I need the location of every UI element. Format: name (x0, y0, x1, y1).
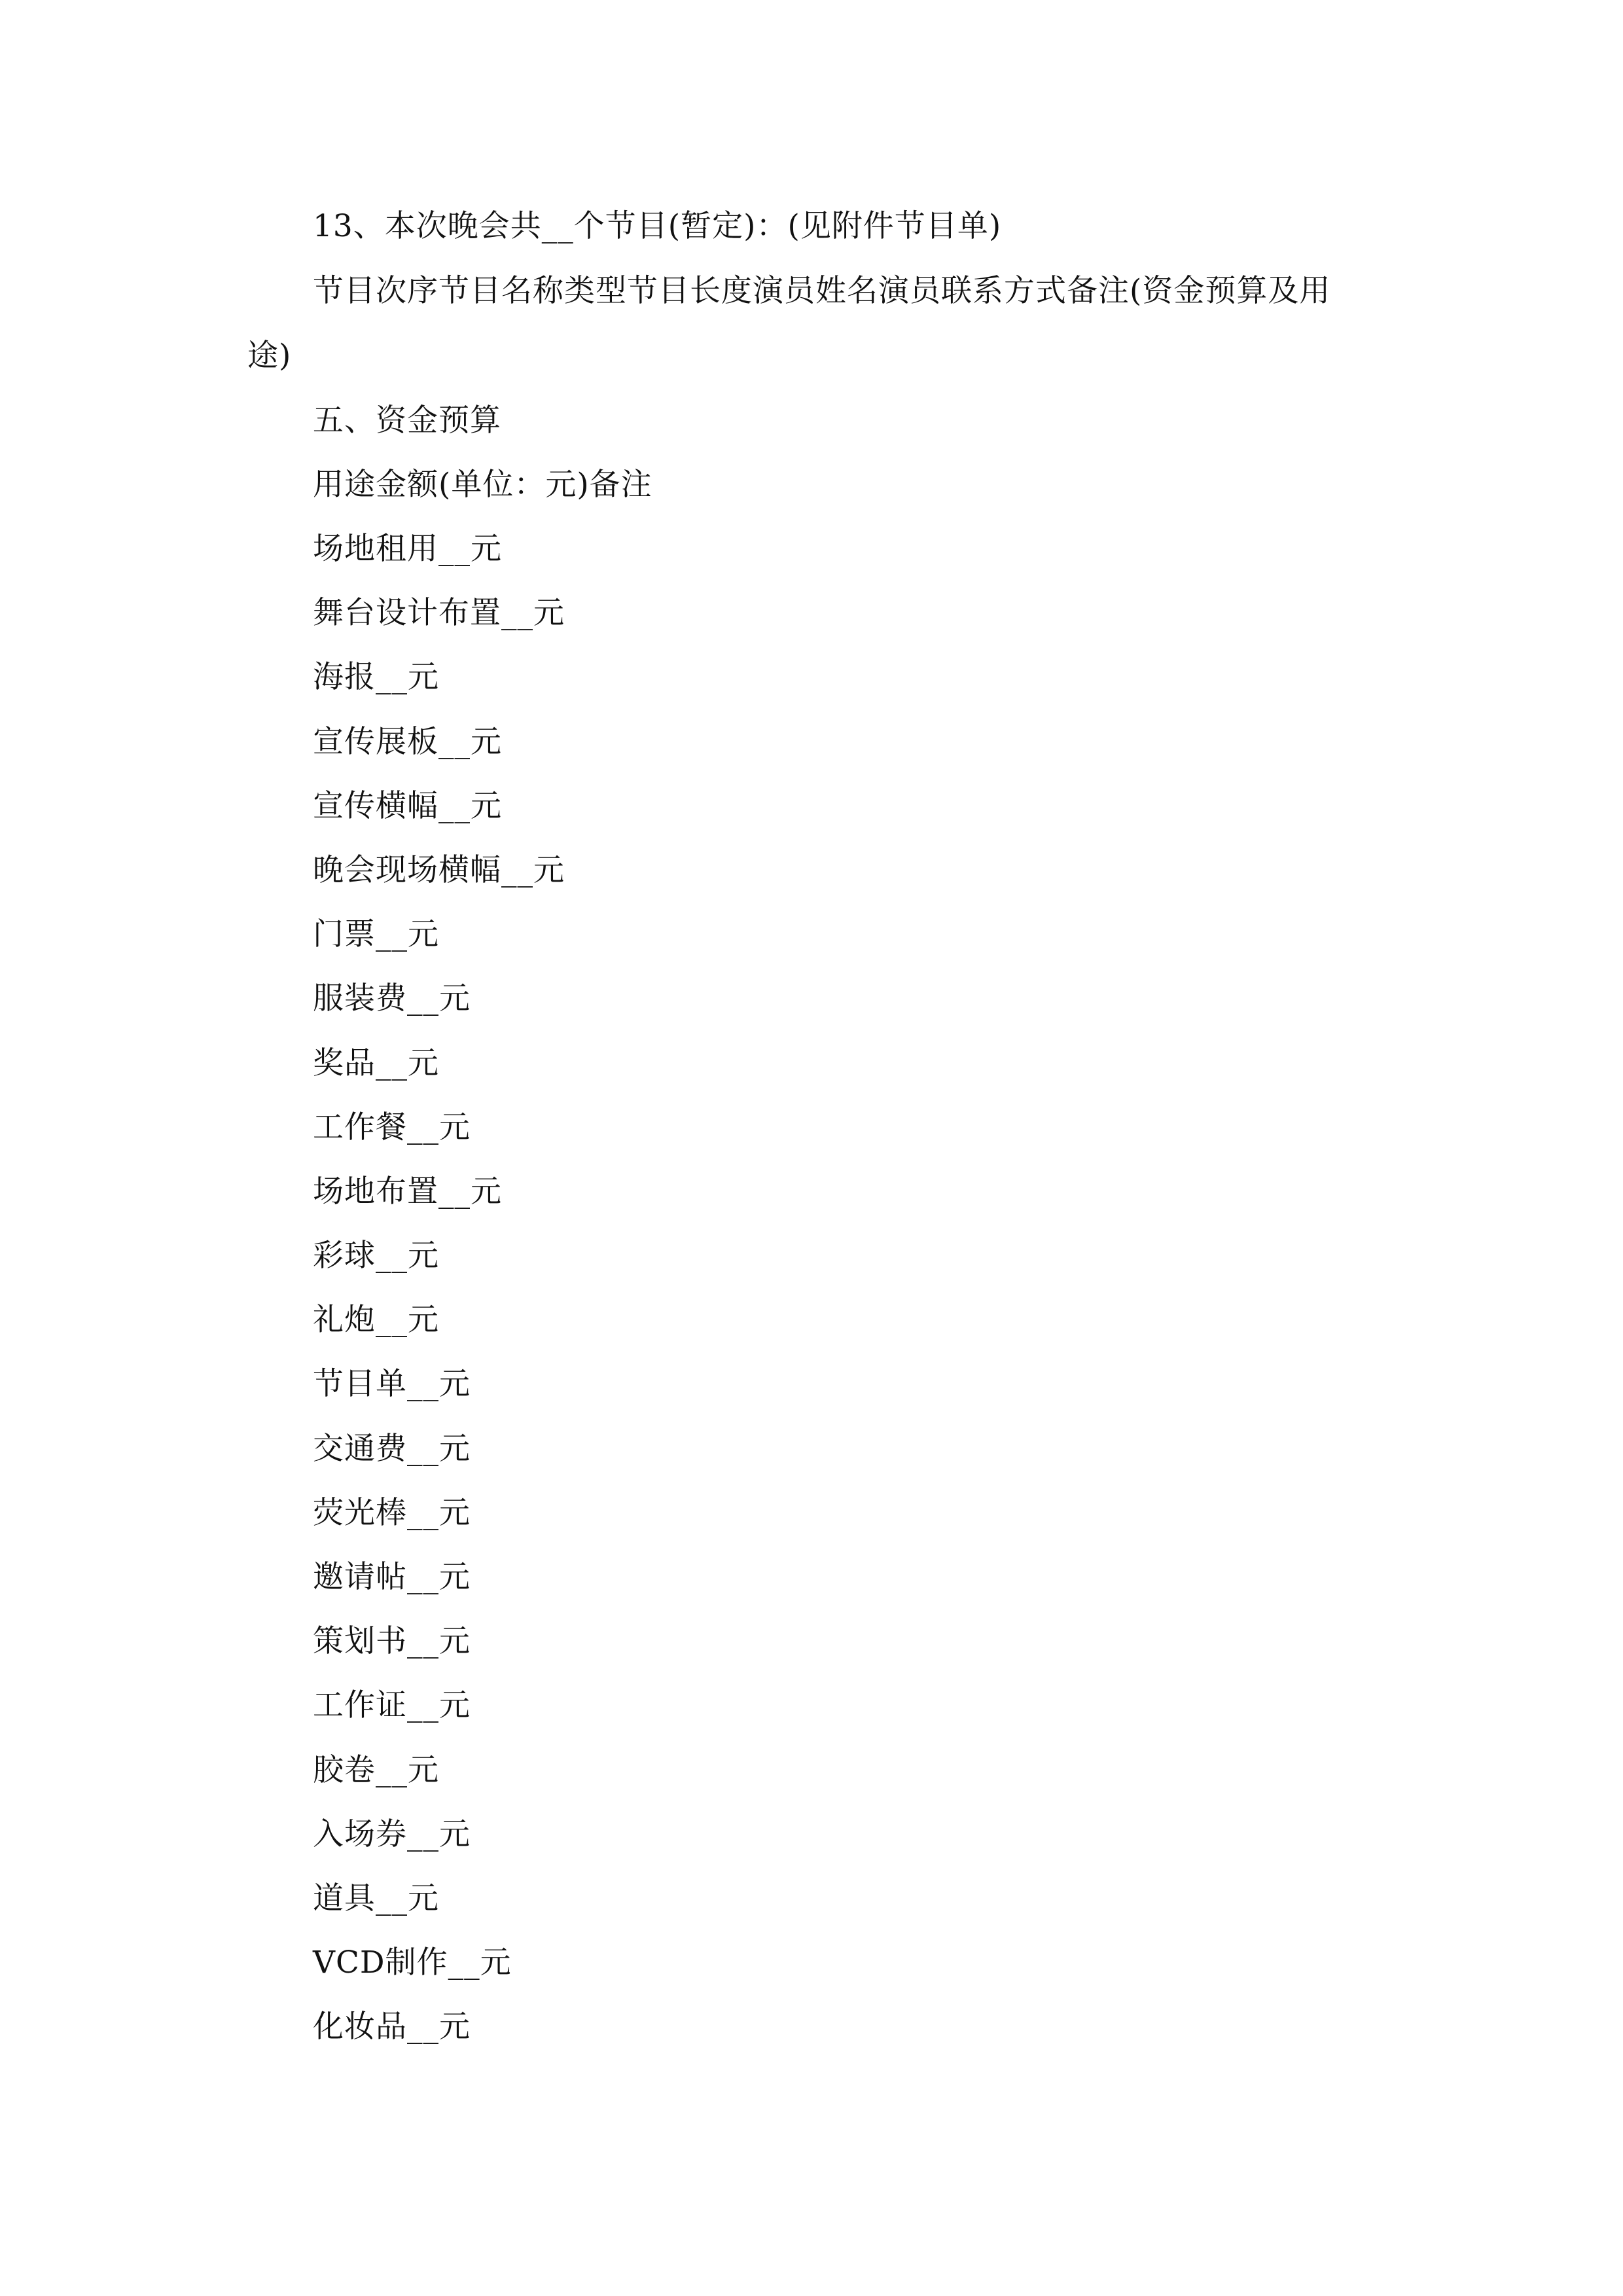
budget-item: 化妆品__元 (313, 2009, 471, 2045)
budget-item: 道具__元 (313, 1880, 439, 1916)
budget-item: 荧光棒__元 (313, 1494, 471, 1531)
program-columns-line: 节目次序节目名称类型节目长度演员姓名演员联系方式备注(资金预算及用 (313, 273, 1331, 309)
budget-item: 海报__元 (313, 659, 439, 696)
budget-item: VCD制作__元 (313, 1945, 512, 1981)
budget-item: 场地租用__元 (313, 531, 502, 567)
budget-item: 舞台设计布置__元 (313, 595, 565, 632)
budget-item: 策划书__元 (313, 1623, 471, 1660)
budget-item: 工作证__元 (313, 1687, 471, 1724)
program-count-line: 13、本次晚会共__个节目(暂定)：(见附件节目单) (313, 208, 1002, 244)
budget-item: 服装费__元 (313, 980, 471, 1017)
budget-item: 彩球__元 (313, 1238, 439, 1274)
budget-item: 工作餐__元 (313, 1109, 471, 1145)
budget-item: 晚会现场横幅__元 (313, 852, 565, 888)
budget-item: 门票__元 (313, 916, 439, 953)
budget-item: 礼炮__元 (313, 1302, 439, 1338)
program-columns-line-continued: 途) (247, 338, 292, 374)
budget-item: 场地布置__元 (313, 1173, 502, 1210)
budget-table-header: 用途金额(单位：元)备注 (313, 467, 652, 503)
budget-item: 宣传展板__元 (313, 723, 502, 760)
budget-item: 入场券__元 (313, 1816, 471, 1852)
budget-item-list (313, 529, 1491, 2072)
budget-item: 宣传横幅__元 (313, 787, 502, 824)
budget-item: 交通费__元 (313, 1430, 471, 1467)
budget-item: 邀请帖__元 (313, 1559, 471, 1595)
budget-item: 胶卷__元 (313, 1751, 439, 1788)
budget-item: 节目单__元 (313, 1366, 471, 1403)
budget-item: 奖品__元 (313, 1045, 439, 1081)
section-title: 五、资金预算 (313, 403, 501, 439)
